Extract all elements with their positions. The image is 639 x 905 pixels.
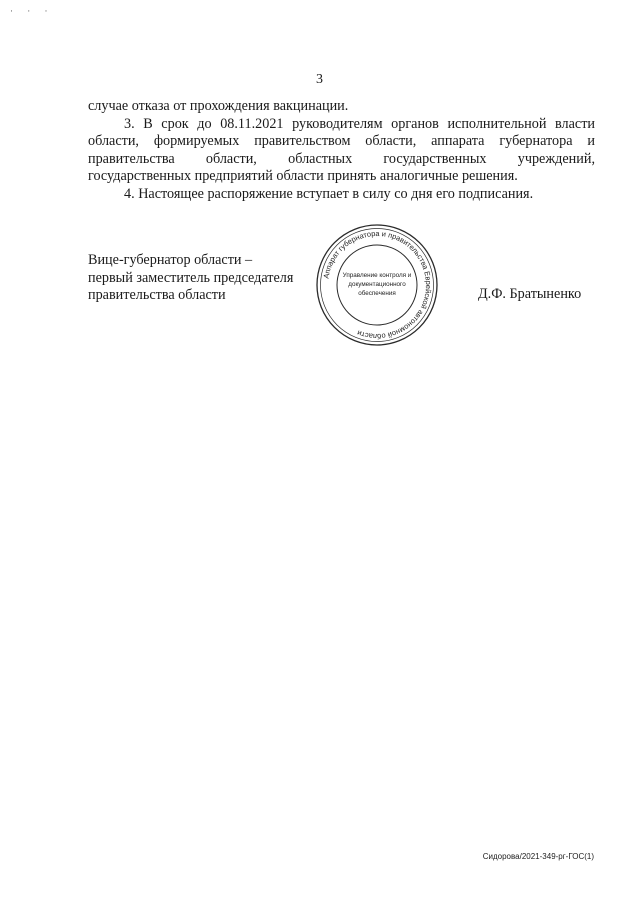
paragraph-3-line-3: правительства области, областных государственных учреждений, (88, 150, 595, 167)
seal-center-line: документационного (348, 281, 406, 288)
paragraph-3-line-2: области, формируемых правительством области, аппарата губернатора и (88, 133, 595, 149)
seal-center-line: обеспечения (358, 290, 396, 297)
signer-position (88, 252, 328, 305)
seal-outer-text: Аппарат губернатора и правительства Еврейской автономной области (321, 228, 434, 342)
paragraph-3-line-4: государственных предприятий области принять аналогичные решения. (88, 168, 518, 184)
body-text (88, 98, 595, 203)
seal-center-line: Управление контроля и (342, 272, 412, 279)
signer-position-line: Вице-губернатор области – (88, 252, 253, 268)
official-seal-stamp (314, 222, 440, 348)
signer-position-line: правительства области (88, 287, 226, 303)
scan-artifact-dots: · · · (10, 6, 54, 16)
signer-position-line: первый заместитель председателя (88, 269, 294, 286)
page-number: 3 (316, 72, 323, 87)
footer-reference: Сидорова/2021-349-рг-ГОС(1) (482, 852, 594, 861)
paragraph-continuation: случае отказа от прохождения вакцинации. (88, 98, 349, 114)
paragraph-3-line-1: 3. В срок до 08.11.2021 руководителям органов исполнительной власти (124, 115, 595, 132)
paragraph-4: 4. Настоящее распоряжение вступает в силу со дня его подписания. (124, 185, 534, 202)
signer-name: Д.Ф. Братыненко (478, 286, 582, 302)
